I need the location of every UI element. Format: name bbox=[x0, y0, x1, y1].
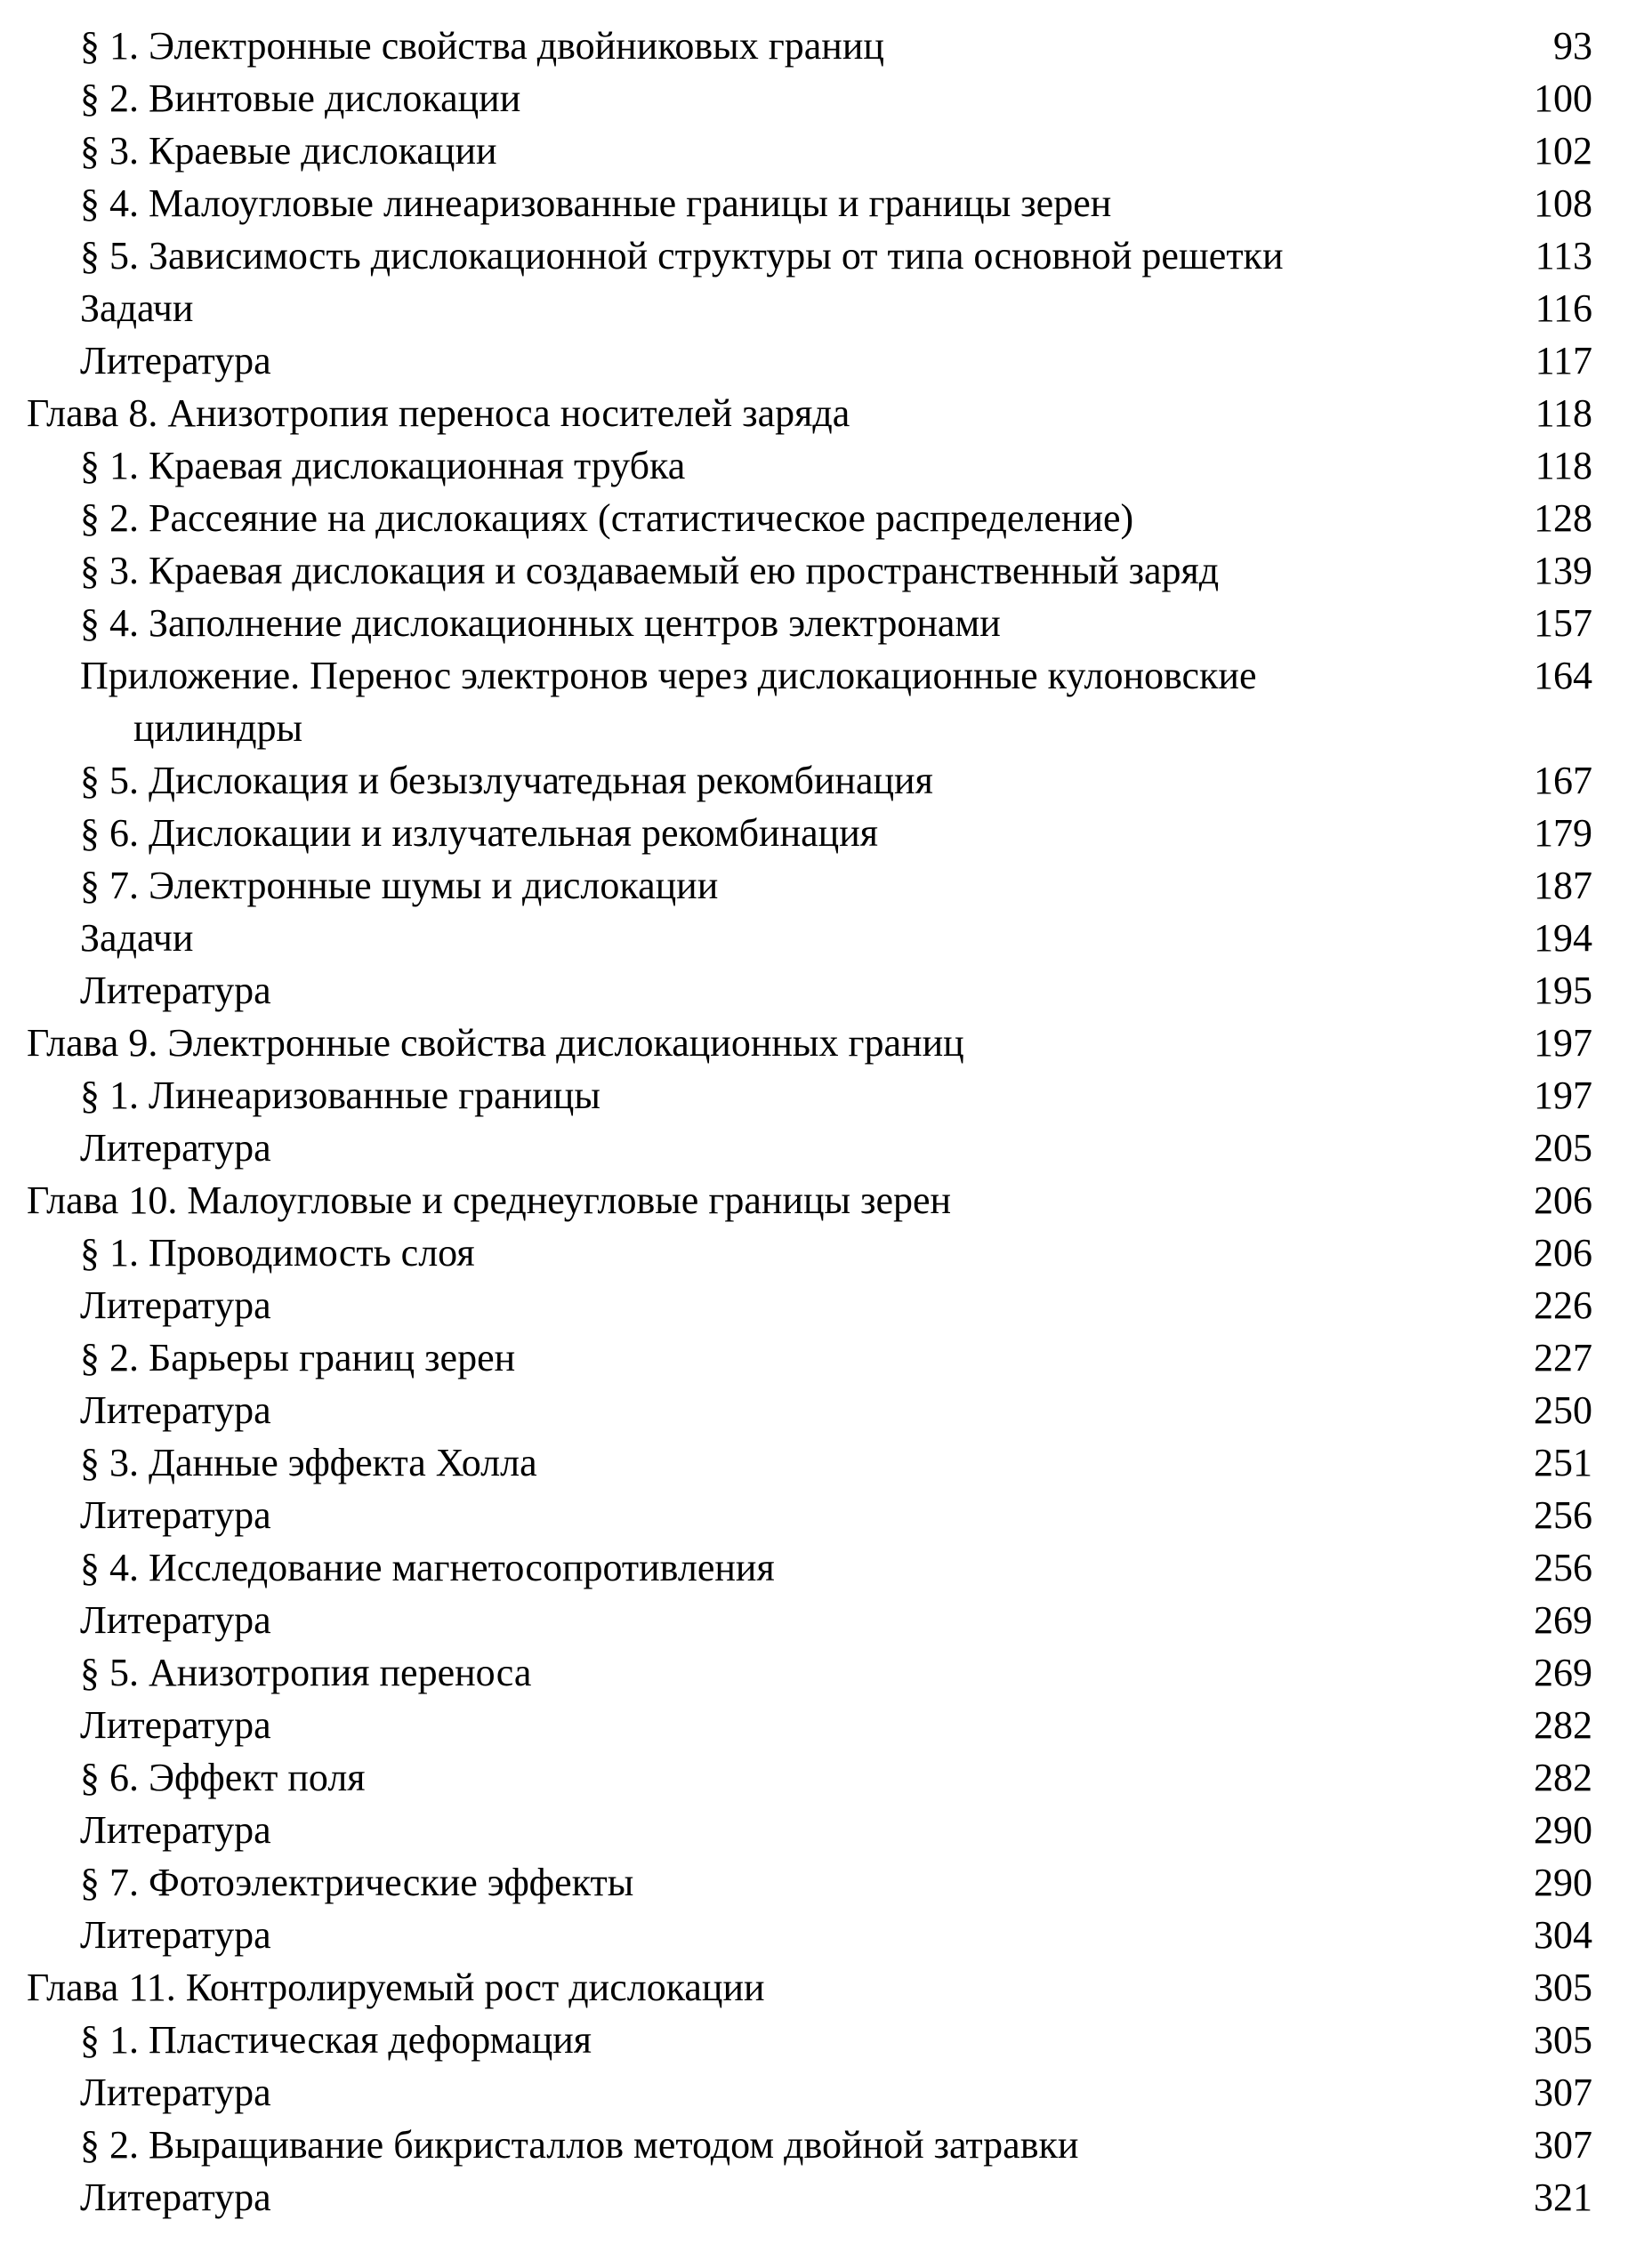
toc-entry-title: § 2. Рассеяние на дислокациях (статистическое распределение) bbox=[80, 496, 1134, 540]
toc-section-entry bbox=[27, 177, 1592, 229]
toc-entry-title: § 1. Краевая дислокационная трубка bbox=[80, 444, 686, 487]
toc-section-entry bbox=[27, 2066, 1592, 2119]
toc-entry-page-number: 197 bbox=[1534, 1074, 1592, 1117]
toc-entry-page-number: 321 bbox=[1534, 2176, 1592, 2219]
toc-entry-page-number: 118 bbox=[1535, 444, 1592, 487]
toc-section-entry bbox=[27, 282, 1592, 334]
toc-entry-title: Литература bbox=[80, 339, 271, 382]
toc-section-entry bbox=[27, 1909, 1592, 1961]
toc-entry-page-number: 305 bbox=[1534, 1966, 1592, 2009]
toc-entry-title: Задачи bbox=[80, 286, 194, 330]
toc-entry-page-number: 206 bbox=[1534, 1231, 1592, 1275]
toc-section-entry bbox=[27, 20, 1592, 72]
toc-chapter-entry bbox=[27, 1174, 1592, 1226]
toc-section-entry bbox=[27, 125, 1592, 177]
toc-entry-title: § 2. Барьеры границ зерен bbox=[80, 1336, 516, 1379]
toc-entry-title: § 1. Электронные свойства двойниковых границ bbox=[80, 24, 884, 68]
toc-entry-title: Задачи bbox=[80, 916, 194, 960]
toc-entry-page-number: 167 bbox=[1534, 759, 1592, 802]
toc-entry-title: Литература bbox=[80, 1388, 271, 1432]
toc-entry-title: Глава 11. Контролируемый рост дислокации bbox=[27, 1966, 765, 2009]
toc-entry-title: § 3. Данные эффекта Холла bbox=[80, 1441, 537, 1484]
toc-section-entry bbox=[27, 597, 1592, 649]
toc-section-entry bbox=[27, 754, 1592, 807]
toc-entry-page-number: 157 bbox=[1534, 601, 1592, 645]
toc-entry-page-number: 256 bbox=[1534, 1493, 1592, 1537]
toc-entry-title: § 1. Пластическая деформация bbox=[80, 2018, 592, 2062]
toc-section-entry bbox=[27, 1699, 1592, 1751]
toc-section-entry bbox=[27, 1804, 1592, 1856]
toc-section-entry bbox=[27, 2171, 1592, 2224]
toc-entry-page-number: 269 bbox=[1534, 1651, 1592, 1694]
toc-entry-page-number: 251 bbox=[1534, 1441, 1592, 1484]
toc-entry-page-number: 108 bbox=[1534, 181, 1592, 225]
toc-entry-title: § 6. Дислокации и излучательная рекомбинация bbox=[80, 811, 878, 855]
toc-section-entry bbox=[27, 1594, 1592, 1646]
toc-section-entry bbox=[27, 964, 1592, 1017]
toc-entry-title bbox=[80, 649, 1468, 754]
toc-entry-page-number: 116 bbox=[1535, 286, 1592, 330]
toc-entry-page-number: 195 bbox=[1534, 969, 1592, 1012]
toc-section-entry bbox=[27, 492, 1592, 544]
toc-entry-page-number: 290 bbox=[1534, 1808, 1592, 1852]
toc-entry-title: § 5. Анизотропия переноса bbox=[80, 1651, 532, 1694]
toc-entry-page-number: 305 bbox=[1534, 2018, 1592, 2062]
toc-entry-title: Литература bbox=[80, 1283, 271, 1327]
toc-section-entry bbox=[27, 1646, 1592, 1699]
toc-entry-title: Литература bbox=[80, 1913, 271, 1957]
toc-entry-title: Литература bbox=[80, 1126, 271, 1170]
toc-entry-title: Литература bbox=[80, 1493, 271, 1537]
toc-entry-title-line: Приложение. Перенос электронов через дислокационные кулоновские bbox=[80, 654, 1257, 697]
toc-section-entry bbox=[27, 1069, 1592, 1122]
toc-section-entry bbox=[27, 1122, 1592, 1174]
toc-entry-page-number: 269 bbox=[1534, 1598, 1592, 1642]
toc-entry-title: § 5. Дислокация и безызлучатедьная рекомбинация bbox=[80, 759, 933, 802]
toc-section-entry bbox=[27, 2119, 1592, 2171]
toc-entry-title: § 7. Фотоэлектрические эффекты bbox=[80, 1861, 634, 1904]
toc-entry-title: § 3. Краевые дислокации bbox=[80, 129, 497, 173]
toc-entry-page-number: 100 bbox=[1534, 76, 1592, 120]
toc-entry-page-number: 139 bbox=[1534, 549, 1592, 592]
toc-entry-title: § 4. Заполнение дислокационных центров электронами bbox=[80, 601, 1001, 645]
toc-entry-page-number: 164 bbox=[1534, 654, 1592, 697]
toc-entry-title: Литература bbox=[80, 2176, 271, 2219]
toc-section-entry bbox=[27, 2014, 1592, 2066]
toc-section-entry bbox=[27, 649, 1592, 754]
toc-entry-page-number: 117 bbox=[1535, 339, 1592, 382]
toc-section-entry bbox=[27, 1541, 1592, 1594]
toc-section-entry bbox=[27, 1489, 1592, 1541]
toc-entry-page-number: 102 bbox=[1534, 129, 1592, 173]
toc-entry-title: § 2. Выращивание бикристаллов методом двойной затравки bbox=[80, 2123, 1079, 2167]
toc-entry-title: Глава 8. Анизотропия переноса носителей заряда bbox=[27, 391, 850, 435]
toc-section-entry bbox=[27, 1751, 1592, 1804]
toc-entry-page-number: 197 bbox=[1534, 1021, 1592, 1065]
toc-section-entry bbox=[27, 1331, 1592, 1384]
toc-entry-title: § 3. Краевая дислокация и создаваемый ею пространственный заряд bbox=[80, 549, 1220, 592]
toc-entry-page-number: 304 bbox=[1534, 1913, 1592, 1957]
toc-chapter-entry bbox=[27, 1017, 1592, 1069]
toc-section-entry bbox=[27, 1436, 1592, 1489]
toc-section-entry bbox=[27, 807, 1592, 859]
toc-section-entry bbox=[27, 72, 1592, 125]
toc-section-entry bbox=[27, 229, 1592, 282]
toc-entry-page-number: 307 bbox=[1534, 2123, 1592, 2167]
toc-entry-title: Литература bbox=[80, 1703, 271, 1747]
toc-entry-title: § 4. Исследование магнетосопротивления bbox=[80, 1546, 775, 1589]
toc-entry-page-number: 290 bbox=[1534, 1861, 1592, 1904]
toc-section-entry bbox=[27, 1856, 1592, 1909]
toc-section-entry bbox=[27, 1226, 1592, 1279]
toc-section-entry bbox=[27, 912, 1592, 964]
toc-entry-page-number: 226 bbox=[1534, 1283, 1592, 1327]
toc-entry-page-number: 187 bbox=[1534, 864, 1592, 907]
toc-entry-page-number: 256 bbox=[1534, 1546, 1592, 1589]
toc-entry-title: Глава 10. Малоугловые и среднеугловые границы зерен bbox=[27, 1178, 952, 1222]
toc-entry-page-number: 205 bbox=[1534, 1126, 1592, 1170]
toc-entry-title: § 6. Эффект поля bbox=[80, 1756, 366, 1799]
toc-section-entry bbox=[27, 1384, 1592, 1436]
toc-entry-page-number: 118 bbox=[1535, 391, 1592, 435]
toc-section-entry bbox=[27, 334, 1592, 387]
toc-entry-page-number: 307 bbox=[1534, 2071, 1592, 2114]
toc-entry-page-number: 194 bbox=[1534, 916, 1592, 960]
toc-chapter-entry bbox=[27, 1961, 1592, 2014]
toc-section-entry bbox=[27, 544, 1592, 597]
toc-section-entry bbox=[27, 439, 1592, 492]
toc-entry-title: § 1. Линеаризованные границы bbox=[80, 1074, 600, 1117]
toc-entry-page-number: 282 bbox=[1534, 1756, 1592, 1799]
toc-entry-page-number: 179 bbox=[1534, 811, 1592, 855]
toc-entry-page-number: 250 bbox=[1534, 1388, 1592, 1432]
table-of-contents bbox=[27, 20, 1592, 2224]
toc-entry-title: Литература bbox=[80, 1598, 271, 1642]
toc-entry-title: § 4. Малоугловые линеаризованные границы и границы зерен bbox=[80, 181, 1112, 225]
toc-entry-title: § 1. Проводимость слоя bbox=[80, 1231, 475, 1275]
toc-entry-page-number: 282 bbox=[1534, 1703, 1592, 1747]
toc-entry-page-number: 93 bbox=[1553, 24, 1592, 68]
toc-entry-page-number: 113 bbox=[1535, 234, 1592, 277]
toc-entry-title: § 2. Винтовые дислокации bbox=[80, 76, 521, 120]
toc-entry-title: § 5. Зависимость дислокационной структуры от типа основной решетки bbox=[80, 234, 1284, 277]
toc-entry-title: Литература bbox=[80, 1808, 271, 1852]
toc-entry-title: § 7. Электронные шумы и дислокации bbox=[80, 864, 719, 907]
toc-entry-title: Литература bbox=[80, 969, 271, 1012]
toc-entry-title: Литература bbox=[80, 2071, 271, 2114]
toc-entry-page-number: 128 bbox=[1534, 496, 1592, 540]
toc-chapter-entry bbox=[27, 387, 1592, 439]
toc-entry-page-number: 227 bbox=[1534, 1336, 1592, 1379]
toc-section-entry bbox=[27, 1279, 1592, 1331]
toc-entry-title: Глава 9. Электронные свойства дислокационных границ bbox=[27, 1021, 964, 1065]
toc-section-entry bbox=[27, 859, 1592, 912]
toc-entry-title-continuation: цилиндры bbox=[133, 706, 303, 750]
toc-entry-page-number: 206 bbox=[1534, 1178, 1592, 1222]
